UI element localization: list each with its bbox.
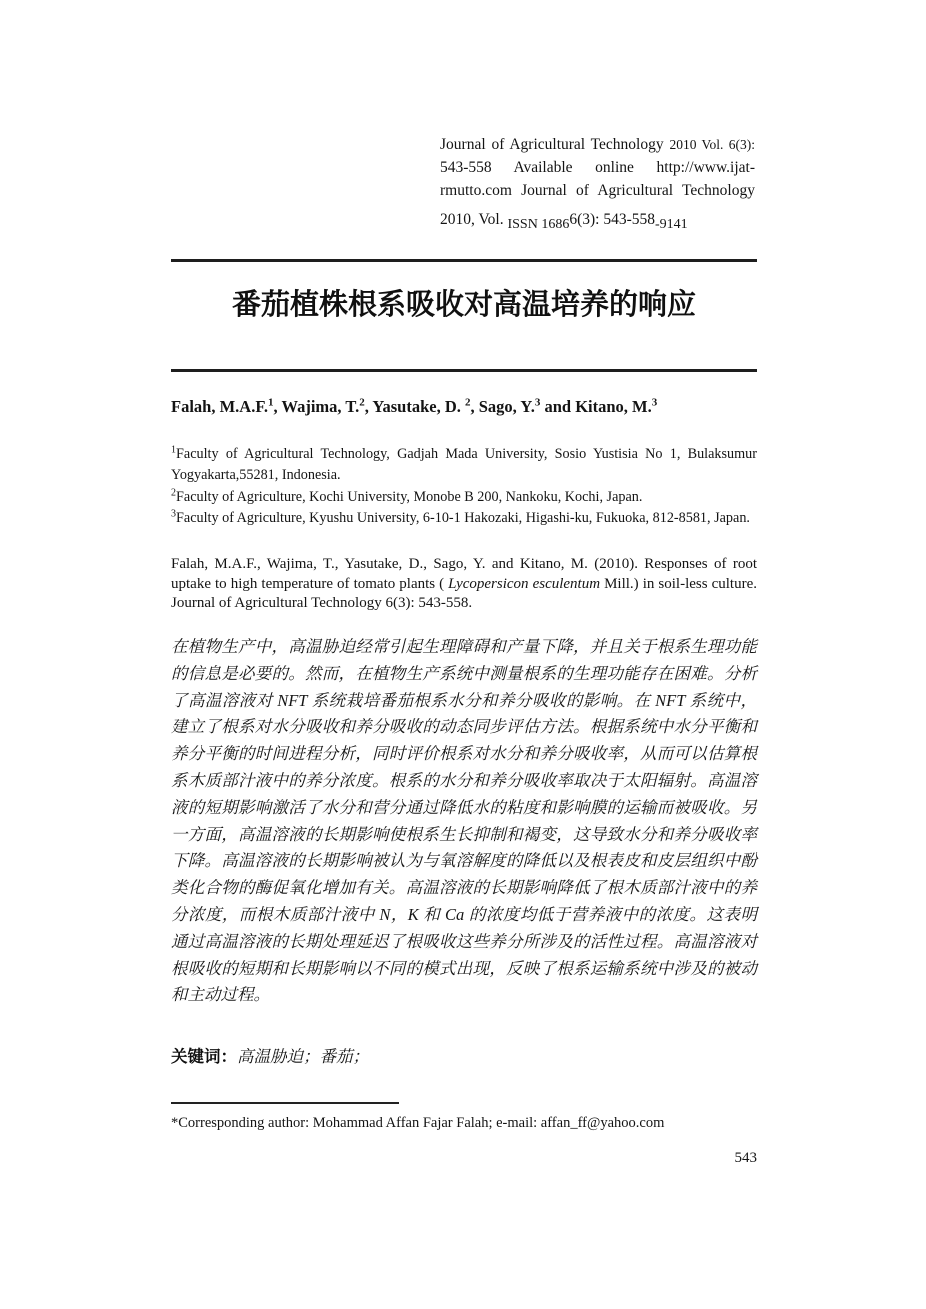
abstract-line: 建立了根系对水分吸收和养分吸收的动态同步评估方法。根据系统中水分平衡和 [171, 717, 757, 737]
corresponding-author-footnote: *Corresponding author: Mohammad Affan Fajar Falah; e-mail: affan_ff@yahoo.com [171, 1115, 665, 1131]
abstract-line: 了高温溶液对 NFT 系统栽培番茄根系水分和养分吸收的影响。在 NFT 系统中， [171, 690, 757, 710]
author-name: , Yasutake, D. [364, 397, 465, 416]
journal-header-line-4 [440, 208, 755, 232]
page-number: 543 [734, 1150, 757, 1166]
affiliation-number: 2 [171, 486, 176, 498]
species-name-italic: Lycopersicon esculentum [448, 575, 601, 592]
author-name: , Sago, Y. [470, 397, 535, 416]
author-name: and Kitano, M. [540, 397, 652, 416]
abstract-line: 的信息是必要的。然而，在植物生产系统中测量根系的生理功能存在困难。分析 [171, 663, 757, 683]
journal-issn-prefix: ISSN 1686 [507, 216, 570, 232]
author-name: Falah, M.A.F. [171, 397, 269, 416]
keywords-text: 高温胁迫；番茄； [237, 1047, 369, 1066]
abstract-line: 在植物生产中，高温胁迫经常引起生理障碍和产量下降，并且关于根系生理功能 [171, 637, 757, 656]
affiliation-item [171, 508, 757, 529]
abstract-line: 通过高温溶液的长期处理延迟了根吸收这些养分所涉及的活性过程。高温溶液对 [171, 931, 757, 951]
author-name: , Wajima, T. [273, 397, 360, 416]
author-affiliation-mark: 1 [268, 396, 274, 409]
authors-line [171, 396, 757, 418]
title-divider-rule [171, 369, 757, 372]
abstract-line: 分浓度，而根木质部汁液中 N，K 和 Ca 的浓度均低于营养液中的浓度。这表明 [171, 904, 757, 924]
journal-header [440, 133, 755, 232]
journal-issue-pages: 6(3): 543-558 [569, 211, 656, 228]
citation-text: Falah, M.A.F., Wajima, T., Yasutake, D., Sago, Y. and Kitano, M. (2010). Responses of root uptake to high temperature of tomato plants ( [171, 556, 757, 592]
author-affiliation-mark: 2 [465, 396, 471, 409]
affiliation-item [171, 487, 757, 508]
citation-paragraph [171, 555, 757, 614]
affiliation-number: 1 [171, 444, 176, 456]
abstract-line: 一方面，高温溶液的长期影响使根系生长抑制和褐变，这导致水分和养分吸收率 [171, 824, 757, 844]
affiliations-block [171, 444, 757, 529]
abstract-line: 系木质部汁液中的养分浓度。根系的水分和养分吸收率取决于太阳辐射。高温溶 [171, 770, 757, 790]
journal-vol-text: 2010, Vol. [440, 211, 508, 228]
abstract-line: 类化合物的酶促氧化增加有关。高温溶液的长期影响降低了根木质部汁液中的养 [171, 878, 757, 898]
journal-header-line-1 [440, 133, 755, 156]
abstract-line: 根吸收的短期和长期影响以不同的模式出现，反映了根系运输系统中涉及的被动 [171, 958, 757, 978]
affiliation-number: 3 [171, 508, 176, 520]
abstract-line: 液的短期影响激活了水分和营分通过降低水的粘度和影响膜的运输而被吸收。另 [171, 797, 757, 817]
citation-text: Mill.) in soil-less culture. Journal of Agricultural Technology 6(3): 543-558. [171, 575, 757, 611]
affiliation-text: Faculty of Agriculture, Kochi University, Monobe B 200, Nankoku, Kochi, Japan. [176, 488, 643, 505]
affiliation-item [171, 444, 757, 487]
abstract-line: 养分平衡的时间进程分析，同时评价根系对水分和养分吸收率，从而可以估算根 [171, 744, 757, 764]
author-affiliation-mark: 3 [651, 396, 658, 409]
journal-header-line-2: 543-558 Available online http://www.ijat- [440, 159, 755, 176]
author-affiliation-mark: 3 [534, 396, 541, 409]
top-divider-rule [171, 259, 757, 262]
journal-volume: 2010 Vol. 6(3): [669, 137, 756, 152]
affiliation-text: Faculty of Agriculture, Kyushu University, 6-10-1 Hakozaki, Higashi-ku, Fukuoka, 812-8581, Japan. [176, 509, 750, 526]
author-affiliation-mark: 2 [359, 396, 365, 409]
page-title: 番茄植株根系吸收对高温培养的响应 [231, 289, 696, 321]
abstract-line: 和主动过程。 [171, 985, 270, 1005]
abstract-block [171, 634, 757, 1009]
abstract-line: 下降。高温溶液的长期影响被认为与氧溶解度的降低以及根表皮和皮层组织中酚 [171, 851, 757, 871]
affiliation-text: Faculty of Agricultural Technology, Gadjah Mada University, Sosio Yustisia No 1, Bulaksumur Yogyakarta,55281, Indonesia. [171, 446, 757, 484]
footnote-rule [171, 1102, 399, 1104]
keywords-line [171, 1045, 757, 1069]
journal-header-line-3: rmutto.com Journal of Agricultural Technology [440, 182, 755, 199]
journal-issn-suffix: -9141 [655, 216, 688, 232]
journal-name: Journal of Agricultural Technology [440, 136, 664, 153]
keywords-label: 关键词： [171, 1048, 237, 1066]
